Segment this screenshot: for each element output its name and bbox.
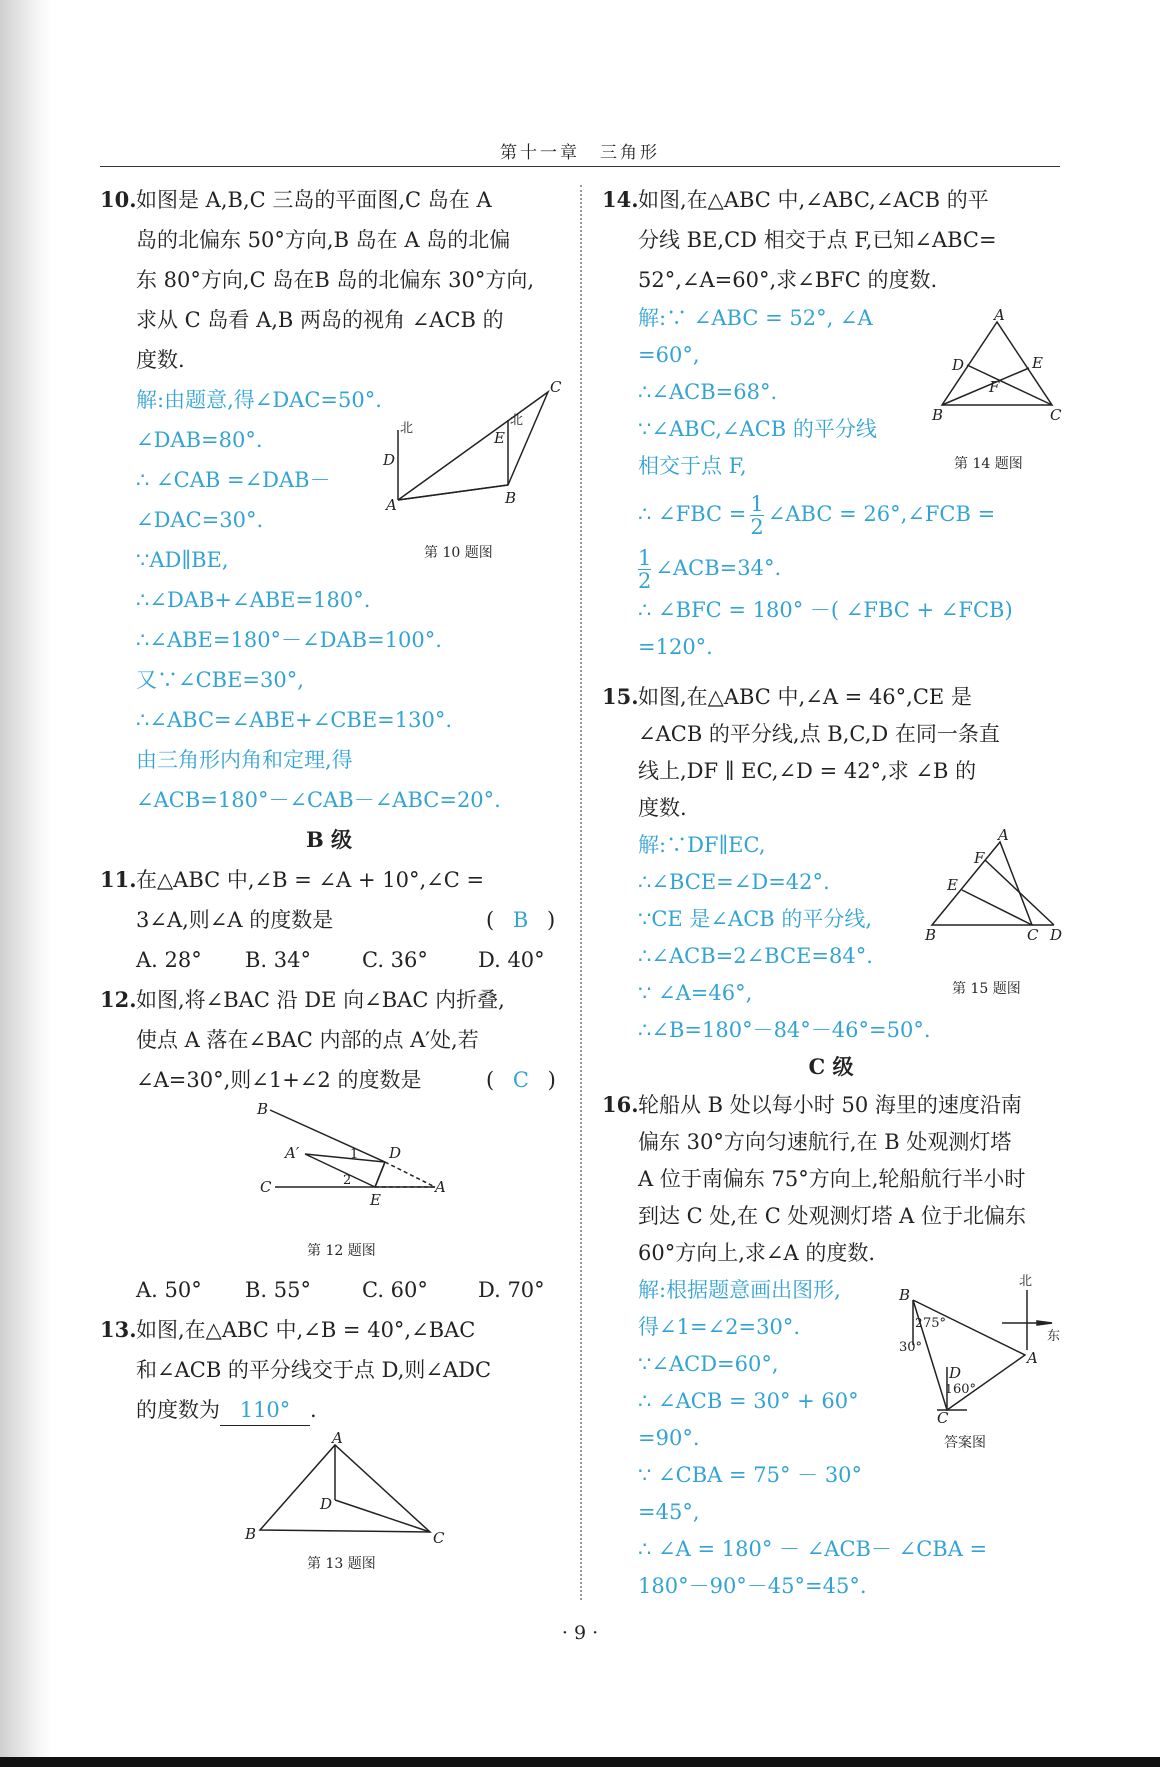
segment-de2 <box>375 1162 385 1187</box>
label-c: C <box>1027 926 1039 944</box>
q16-line: 偏东 30°方向匀速航行,在 B 处观测灯塔 <box>638 1130 1012 1154</box>
triangle-abc <box>398 392 548 500</box>
q12-line: ∠A=30°,则∠1+∠2 的度数是 <box>136 1068 422 1092</box>
label-a-prime: A′ <box>285 1144 300 1162</box>
label-d: D <box>383 451 396 469</box>
q16-line: 60°方向上,求∠A 的度数. <box>638 1241 876 1265</box>
q14-line: 分线 BE,CD 相交于点 F,已知∠ABC= <box>638 228 997 252</box>
label-b: B <box>505 489 517 507</box>
label-angle-2: 2 <box>915 1316 923 1330</box>
q15-number: 15. <box>602 684 639 709</box>
q13-line: 的度数为 110° . <box>136 1395 317 1426</box>
q10-solution-line: 解:由题意,得∠DAC=50°. <box>136 388 382 412</box>
q14-solution-line: 解:∵ ∠ABC = 52°, ∠A <box>638 306 873 330</box>
fraction-half: $\frac{1}{2}$ <box>750 492 764 539</box>
q10-solution-line: ∴∠DAB+∠ABE=180°. <box>136 588 371 612</box>
q10-solution-line: ∴∠ABC=∠ABE+∠CBE=130°. <box>136 708 453 732</box>
q10-solution-line: ∠ACB=180°－∠CAB－∠ABC=20°. <box>136 788 501 812</box>
label-east: 东 <box>1047 1329 1061 1344</box>
level-c-heading: C 级 <box>808 1054 854 1079</box>
q16-line: 轮船从 B 处以每小时 50 海里的速度沿南 <box>638 1093 1022 1117</box>
label-b: B <box>925 926 937 944</box>
q10-line: 东 80°方向,C 岛在B 岛的北偏东 30°方向, <box>136 268 534 292</box>
q14-solution-line: ∵∠ABC,∠ACB 的平分线 <box>638 417 877 441</box>
label-c: C <box>260 1178 272 1196</box>
q14-number: 14. <box>602 187 639 212</box>
q10-solution-line: ∵AD∥BE, <box>136 548 229 572</box>
q16-solution-line: ∴ ∠A = 180° － ∠ACB－ ∠CBA = <box>638 1537 988 1561</box>
q14-line: 52°,∠A=60°,求∠BFC 的度数. <box>638 268 938 292</box>
q16-solution-line: ∵∠ACD=60°, <box>638 1352 779 1376</box>
q11-option-c: C. 36° <box>362 948 428 972</box>
q10-number: 10. <box>100 187 137 212</box>
q11-line: 3∠A,则∠A 的度数是 <box>136 908 334 932</box>
label-north: 北 <box>1019 1274 1033 1289</box>
q12-line: 如图,将∠BAC 沿 DE 向∠BAC 内折叠, <box>136 988 505 1012</box>
q12-answer: C <box>512 1068 529 1092</box>
q15-solution-line: ∴∠BCE=∠D=42°. <box>638 870 830 894</box>
q10-solution-line: 又∵∠CBE=30°, <box>136 668 304 692</box>
label-c: C <box>433 1529 445 1547</box>
label-north: 北 <box>510 413 524 428</box>
q15-caption: 第 15 题图 <box>952 981 1021 997</box>
level-b-heading: B 级 <box>305 827 353 852</box>
label-b: B <box>245 1525 257 1543</box>
q11-option-d: D. 40° <box>478 948 545 972</box>
label-angle-60: 60° <box>953 1382 977 1397</box>
label-e: E <box>947 876 958 894</box>
q14-solution-line: 相交于点 F, <box>638 454 747 478</box>
label-d: D <box>320 1495 333 1513</box>
label-north: 北 <box>400 421 414 436</box>
q16-solution-line: ∵ ∠CBA = 75° － 30° <box>638 1463 863 1487</box>
label-a: A <box>386 496 397 514</box>
q13-figure <box>240 1429 450 1550</box>
label-angle-30: 30° <box>899 1340 923 1355</box>
q12-option-b: B. 55° <box>245 1278 312 1302</box>
q11-line: 在△ABC 中,∠B = ∠A + 10°,∠C = <box>136 868 485 892</box>
q12-option-d: D. 70° <box>478 1278 545 1302</box>
q15-figure <box>922 826 1063 945</box>
q13-answer-blank: 110° <box>220 1395 310 1426</box>
q10-line: 如图是 A,B,C 三岛的平面图,C 岛在 A <box>136 188 492 212</box>
q16-solution-line: 解:根据题意画出图形, <box>638 1278 841 1302</box>
q14-caption: 第 14 题图 <box>954 456 1023 472</box>
q11-number: 11. <box>100 867 137 892</box>
q15-solution-line: ∵ ∠A=46°, <box>638 981 753 1005</box>
q15-line: 线上,DF ∥ EC,∠D = 42°,求 ∠B 的 <box>638 759 977 783</box>
q16-number: 16. <box>602 1092 639 1117</box>
q16-figure <box>897 1275 1062 1425</box>
label-d: D <box>1050 926 1063 944</box>
q11-option-b: B. 34° <box>245 948 312 972</box>
q14-solution-fcb: $\frac{1}{2}$ ∠ACB=34°. <box>638 546 782 593</box>
q10-line: 求从 C 岛看 A,B 两岛的视角 ∠ACB 的 <box>136 308 504 332</box>
q15-line: 如图,在△ABC 中,∠A = 46°,CE 是 <box>638 685 972 709</box>
bottom-edge <box>0 1757 1160 1767</box>
q12-line: 使点 A 落在∠BAC 内部的点 A′处,若 <box>136 1028 479 1052</box>
q16-solution-line: ∴ ∠ACB = 30° + 60° <box>638 1389 859 1413</box>
label-c: C <box>1050 406 1062 424</box>
q15-line: ∠ACB 的平分线,点 B,C,D 在同一条直 <box>638 722 1000 746</box>
label-e: E <box>1032 354 1043 372</box>
q16-caption: 答案图 <box>944 1435 986 1451</box>
q10-caption: 第 10 题图 <box>424 545 493 561</box>
label-d: D <box>952 356 965 374</box>
q12-figure <box>245 1100 445 1215</box>
label-a: A <box>332 1429 343 1447</box>
page-number: · 9 · <box>561 1622 599 1644</box>
q13-caption: 第 13 题图 <box>307 1556 376 1572</box>
label-1: 1 <box>350 1147 359 1162</box>
q10-line: 度数. <box>136 348 185 372</box>
q15-solution-line: ∵CE 是∠ACB 的平分线, <box>638 907 873 931</box>
q10-solution-line: ∴ ∠CAB =∠DAB－ <box>136 468 331 492</box>
label-f: F <box>974 849 985 867</box>
q15-solution-line: 解:∵DF∥EC, <box>638 833 766 857</box>
q10-solution-line: ∠DAC=30°. <box>136 508 264 532</box>
label-b: B <box>899 1286 911 1304</box>
q16-solution-line: 得∠1=∠2=30°. <box>638 1315 801 1339</box>
label-b: B <box>932 406 944 424</box>
label-e: E <box>370 1191 381 1209</box>
book-spine-shadow <box>0 0 52 1767</box>
q12-answer-paren: ( C ) <box>486 1068 556 1092</box>
q15-solution-line: ∴∠B=180°－84°－46°=50°. <box>638 1018 931 1042</box>
segment-df <box>985 860 1054 925</box>
label-a: A <box>1027 1349 1038 1367</box>
q16-solution-line: 180°－90°－45°=45°. <box>638 1574 867 1598</box>
q15-solution-line: ∴∠ACB=2∠BCE=84°. <box>638 944 873 968</box>
q16-line: 到达 C 处,在 C 处观测灯塔 A 位于北偏东 <box>638 1204 1027 1228</box>
chapter-header: 第十一章 三角形 <box>500 143 660 163</box>
q14-figure <box>932 306 1062 435</box>
q13-line: 和∠ACB 的平分线交于点 D,则∠ADC <box>136 1358 492 1382</box>
label-d: D <box>389 1144 402 1162</box>
q10-line: 岛的北偏东 50°方向,B 岛在 A 岛的北偏 <box>136 228 511 252</box>
q12-number: 12. <box>100 987 137 1012</box>
q15-line: 度数. <box>638 796 687 820</box>
label-angle-75: 75° <box>923 1316 947 1331</box>
label-c: C <box>550 378 562 396</box>
fraction-half: $\frac{1}{2}$ <box>638 546 652 593</box>
label-a: A <box>998 826 1009 844</box>
label-f: F <box>989 378 1000 396</box>
bisector-c <box>335 1500 430 1532</box>
q10-solution-line: 由三角形内角和定理,得 <box>136 748 353 772</box>
q12-caption: 第 12 题图 <box>307 1243 376 1259</box>
q14-solution-line: ∴∠ACB=68°. <box>638 380 778 404</box>
triangle-abc <box>260 1445 430 1532</box>
label-2: 2 <box>343 1173 352 1188</box>
east-arrow <box>1037 1321 1052 1325</box>
q11-answer: B <box>512 908 529 932</box>
label-a: A <box>435 1178 446 1196</box>
q10-solution-line: ∴∠ABE=180°－∠DAB=100°. <box>136 628 442 652</box>
q12-option-a: A. 50° <box>136 1278 202 1302</box>
q10-figure <box>378 378 562 514</box>
q14-solution-line: ∴ ∠BFC = 180° －( ∠FBC + ∠FCB) <box>638 598 1013 622</box>
q14-solution-line: =60°, <box>638 343 700 367</box>
q16-line: A 位于南偏东 75°方向上,轮船航行半小时 <box>638 1167 1026 1191</box>
q14-solution-line: =120°. <box>638 635 713 659</box>
q16-solution-line: =90°. <box>638 1426 700 1450</box>
label-angle-1: 1 <box>945 1382 953 1396</box>
q14-line: 如图,在△ABC 中,∠ABC,∠ACB 的平 <box>638 188 989 212</box>
q16-solution-line: =45°, <box>638 1500 700 1524</box>
q14-solution-fbc: ∴ ∠FBC = $\frac{1}{2}$ ∠ABC = 26°,∠FCB = <box>638 492 996 539</box>
q10-solution-line: ∠DAB=80°. <box>136 428 263 452</box>
label-c: C <box>937 1409 949 1427</box>
label-d: D <box>949 1364 962 1382</box>
q11-answer-paren: ( B ) <box>486 908 556 932</box>
q11-option-a: A. 28° <box>136 948 202 972</box>
q12-option-c: C. 60° <box>362 1278 428 1302</box>
dashed-da <box>385 1162 435 1187</box>
label-e: E <box>494 429 505 447</box>
label-b: B <box>257 1100 269 1118</box>
header-rule <box>100 166 1060 167</box>
column-divider <box>580 185 582 1600</box>
q13-line: 如图,在△ABC 中,∠B = 40°,∠BAC <box>136 1318 476 1342</box>
label-a: A <box>994 306 1005 324</box>
q13-number: 13. <box>100 1317 137 1342</box>
